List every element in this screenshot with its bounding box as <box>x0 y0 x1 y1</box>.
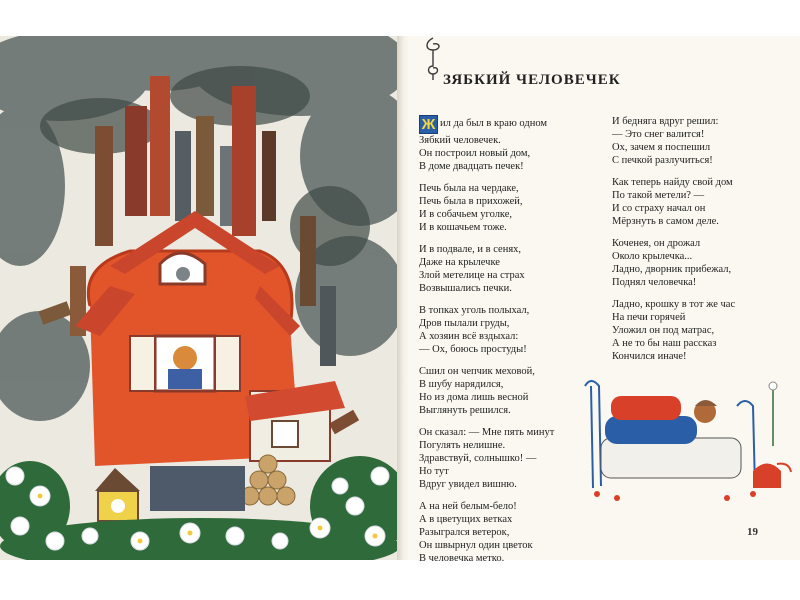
book-gutter <box>397 36 409 560</box>
poem-line: На печи горячей <box>612 312 686 323</box>
stanza <box>612 115 782 167</box>
poem-line: ил да был в краю одном <box>440 118 548 129</box>
stanza <box>419 115 589 173</box>
poem-line: — Ох, боюсь простуды! <box>419 344 527 355</box>
book-spread <box>0 36 800 564</box>
house-with-chimneys-picture <box>0 36 397 560</box>
bed-with-man-picture <box>577 376 799 506</box>
poem-line: Разыгрался ветерок, <box>419 527 510 538</box>
poem-line: А не то бы наш рассказ <box>612 338 717 349</box>
poem-line: Печь была на чердаке, <box>419 183 519 194</box>
poem-line: Он построил новый дом, <box>419 148 531 159</box>
stanza <box>419 243 589 295</box>
poem-line: Мёрзнуть в самом деле. <box>612 216 719 227</box>
poem-line: Коченея, он дрожал <box>612 238 701 249</box>
poem-line: И бедняга вдруг решил: <box>612 116 719 127</box>
stanza <box>419 426 589 491</box>
house-illustration <box>0 36 397 560</box>
poem-line: Ладно, крошку в тот же час <box>612 299 736 310</box>
poem-line: Погулять нелишне. <box>419 440 506 451</box>
poem-line: Выглянуть решился. <box>419 405 511 416</box>
stanza <box>612 237 782 289</box>
poem-line: Уложил он под матрас, <box>612 325 715 336</box>
poem-line: Кончился иначе! <box>612 351 687 362</box>
poem-line: Но тут <box>419 466 449 477</box>
poem-line: Даже на крылечке <box>419 257 500 268</box>
poem-line: Он сказал: — Мне пять минут <box>419 427 555 438</box>
poem-line: В шубу нарядился, <box>419 379 504 390</box>
stanza <box>419 182 589 234</box>
poem-line: Он швырнул один цветок <box>419 540 533 551</box>
poem-line: Сшил он чепчик меховой, <box>419 366 535 377</box>
poem-line: Как теперь найду свой дом <box>612 177 733 188</box>
stanza <box>419 500 589 565</box>
page-number: 19 <box>747 526 758 538</box>
poem-line: А хозяин всё вздыхал: <box>419 331 519 342</box>
poem-line: Ох, зачем я поспешил <box>612 142 711 153</box>
stanza <box>419 304 589 356</box>
poem-line: Злой метелице на страх <box>419 270 525 281</box>
poem-line: В человечка метко. <box>419 553 505 564</box>
text-page <box>409 36 800 564</box>
poem-first-line <box>419 115 589 134</box>
stanza <box>419 365 589 417</box>
stanza <box>612 176 782 228</box>
drop-cap: Ж <box>419 115 438 134</box>
poem-line: Печь была в прихожей, <box>419 196 523 207</box>
poem-line: И со страху начал он <box>612 203 706 214</box>
poem-line: Поднял человечка! <box>612 277 697 288</box>
poem-line: Ладно, дворник прибежал, <box>612 264 732 275</box>
poem-line: И в собачьем уголке, <box>419 209 513 220</box>
poem-column-left <box>419 115 589 574</box>
poem-line: Зябкий человечек. <box>419 135 501 146</box>
poem-line: По такой метели? — <box>612 190 705 201</box>
page-title: ЗЯБКИЙ ЧЕЛОВЕЧЕК <box>443 72 621 88</box>
poem-line: И в подвале, и в сенях, <box>419 244 522 255</box>
title-flourish-ornament <box>423 36 443 82</box>
stanza <box>612 298 782 363</box>
poem-line: В топках уголь полыхал, <box>419 305 530 316</box>
poem-line: Вдруг увидел вишню. <box>419 479 517 490</box>
poem-line: А на ней белым-бело! <box>419 501 517 512</box>
poem-column-right <box>612 115 782 372</box>
poem-line: Но из дома лишь весной <box>419 392 529 403</box>
poem-line: С печкой разлучиться! <box>612 155 713 166</box>
poem-line: — Это снег валится! <box>612 129 705 140</box>
poem-line: Здравствуй, солнышко! — <box>419 453 537 464</box>
poem-line: А в цветущих ветках <box>419 514 513 525</box>
poem-line: Дров пылали груды, <box>419 318 510 329</box>
poem-line: Около крылечка... <box>612 251 693 262</box>
poem-line: Возвышались печки. <box>419 283 512 294</box>
poem-line: И в кошачьем тоже. <box>419 222 507 233</box>
poem-line: В доме двадцать печек! <box>419 161 524 172</box>
